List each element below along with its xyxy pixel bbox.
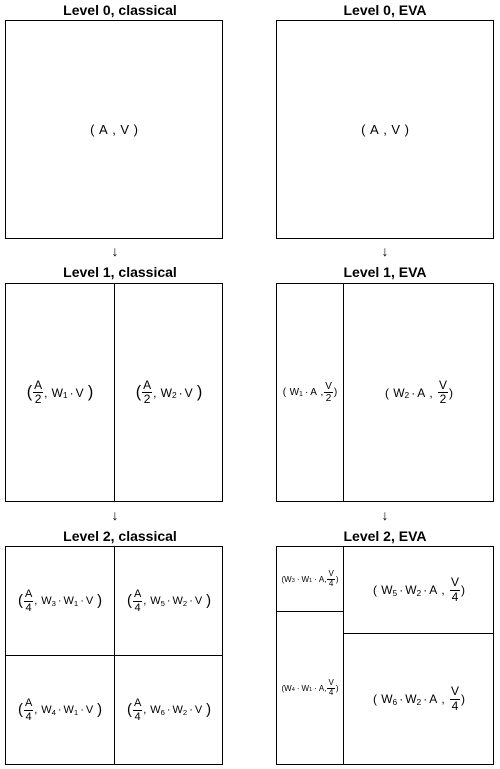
expr: ( W 1 · A , $\frac{V}{2}$ ) xyxy=(282,381,338,404)
cell-l2-eva-tr xyxy=(344,547,494,633)
cell-l1-eva-right xyxy=(344,284,494,501)
cell-l1-classical-right xyxy=(115,284,223,501)
title-level0-eva: Level 0, EVA xyxy=(343,2,427,18)
cell-l0-classical xyxy=(6,21,222,238)
expr: ( A , V ) xyxy=(361,122,409,137)
cell-l2-eva-br xyxy=(344,634,494,764)
level1-eva-box xyxy=(276,283,494,502)
arrow-down-icon: ↓ xyxy=(111,507,119,523)
cell-l2-eva-bl xyxy=(277,612,343,764)
title-level2-eva: Level 2, EVA xyxy=(343,528,427,544)
cell-l2-classical-bl xyxy=(6,656,114,764)
expr: ( W 6 · W 2 · A , $\frac{V}{4}$ ) xyxy=(373,684,465,713)
cell-l2-classical-tl xyxy=(6,547,114,655)
cell-l0-eva xyxy=(277,21,493,238)
expr: ( $\frac{A}{2}$ , W 2 · V ) xyxy=(135,377,203,406)
title-level0-classical: Level 0, classical xyxy=(63,2,177,18)
expr: ( $\frac{A}{4}$ , W 3 · W 1 · V ) xyxy=(17,588,103,614)
arrow-down-icon: ↓ xyxy=(381,507,389,523)
expr: ( $\frac{A}{4}$ , W 5 · W 2 · V ) xyxy=(126,588,212,614)
cell-l2-eva-tl xyxy=(277,547,343,611)
expr: ( $\frac{A}{4}$ , W 4 · W 1 · V ) xyxy=(17,697,103,723)
expr: ( W 3 · W 1 · A , $\frac{V}{4}$ ) xyxy=(281,568,339,588)
arrow-down-icon: ↓ xyxy=(111,243,119,259)
expr: ( W 5 · W 2 · A , $\frac{V}{4}$ ) xyxy=(373,575,465,604)
level1-classical-box xyxy=(5,283,223,502)
title-level1-eva: Level 1, EVA xyxy=(343,264,427,280)
title-level1-classical: Level 1, classical xyxy=(63,264,177,280)
level0-classical-box xyxy=(5,20,223,239)
expr: ( $\frac{A}{4}$ , W 6 · W 2 · V ) xyxy=(126,697,212,723)
title-level2-classical: Level 2, classical xyxy=(63,528,177,544)
level0-eva-box xyxy=(276,20,494,239)
arrow-down-icon: ↓ xyxy=(381,243,389,259)
expr: ( $\frac{A}{2}$ , W 1 · V ) xyxy=(26,377,94,406)
cell-l1-classical-left xyxy=(6,284,114,501)
level2-classical-box xyxy=(5,546,223,765)
expr: ( W 4 · W 1 · A , $\frac{V}{4}$ ) xyxy=(281,677,339,697)
cell-l2-classical-br xyxy=(115,656,223,764)
expr: ( W 2 · A , $\frac{V}{2}$ ) xyxy=(385,377,453,406)
cell-l1-eva-left xyxy=(277,284,343,501)
expr: ( A , V ) xyxy=(90,122,138,137)
level2-eva-box xyxy=(276,546,494,765)
cell-l2-classical-tr xyxy=(115,547,223,655)
